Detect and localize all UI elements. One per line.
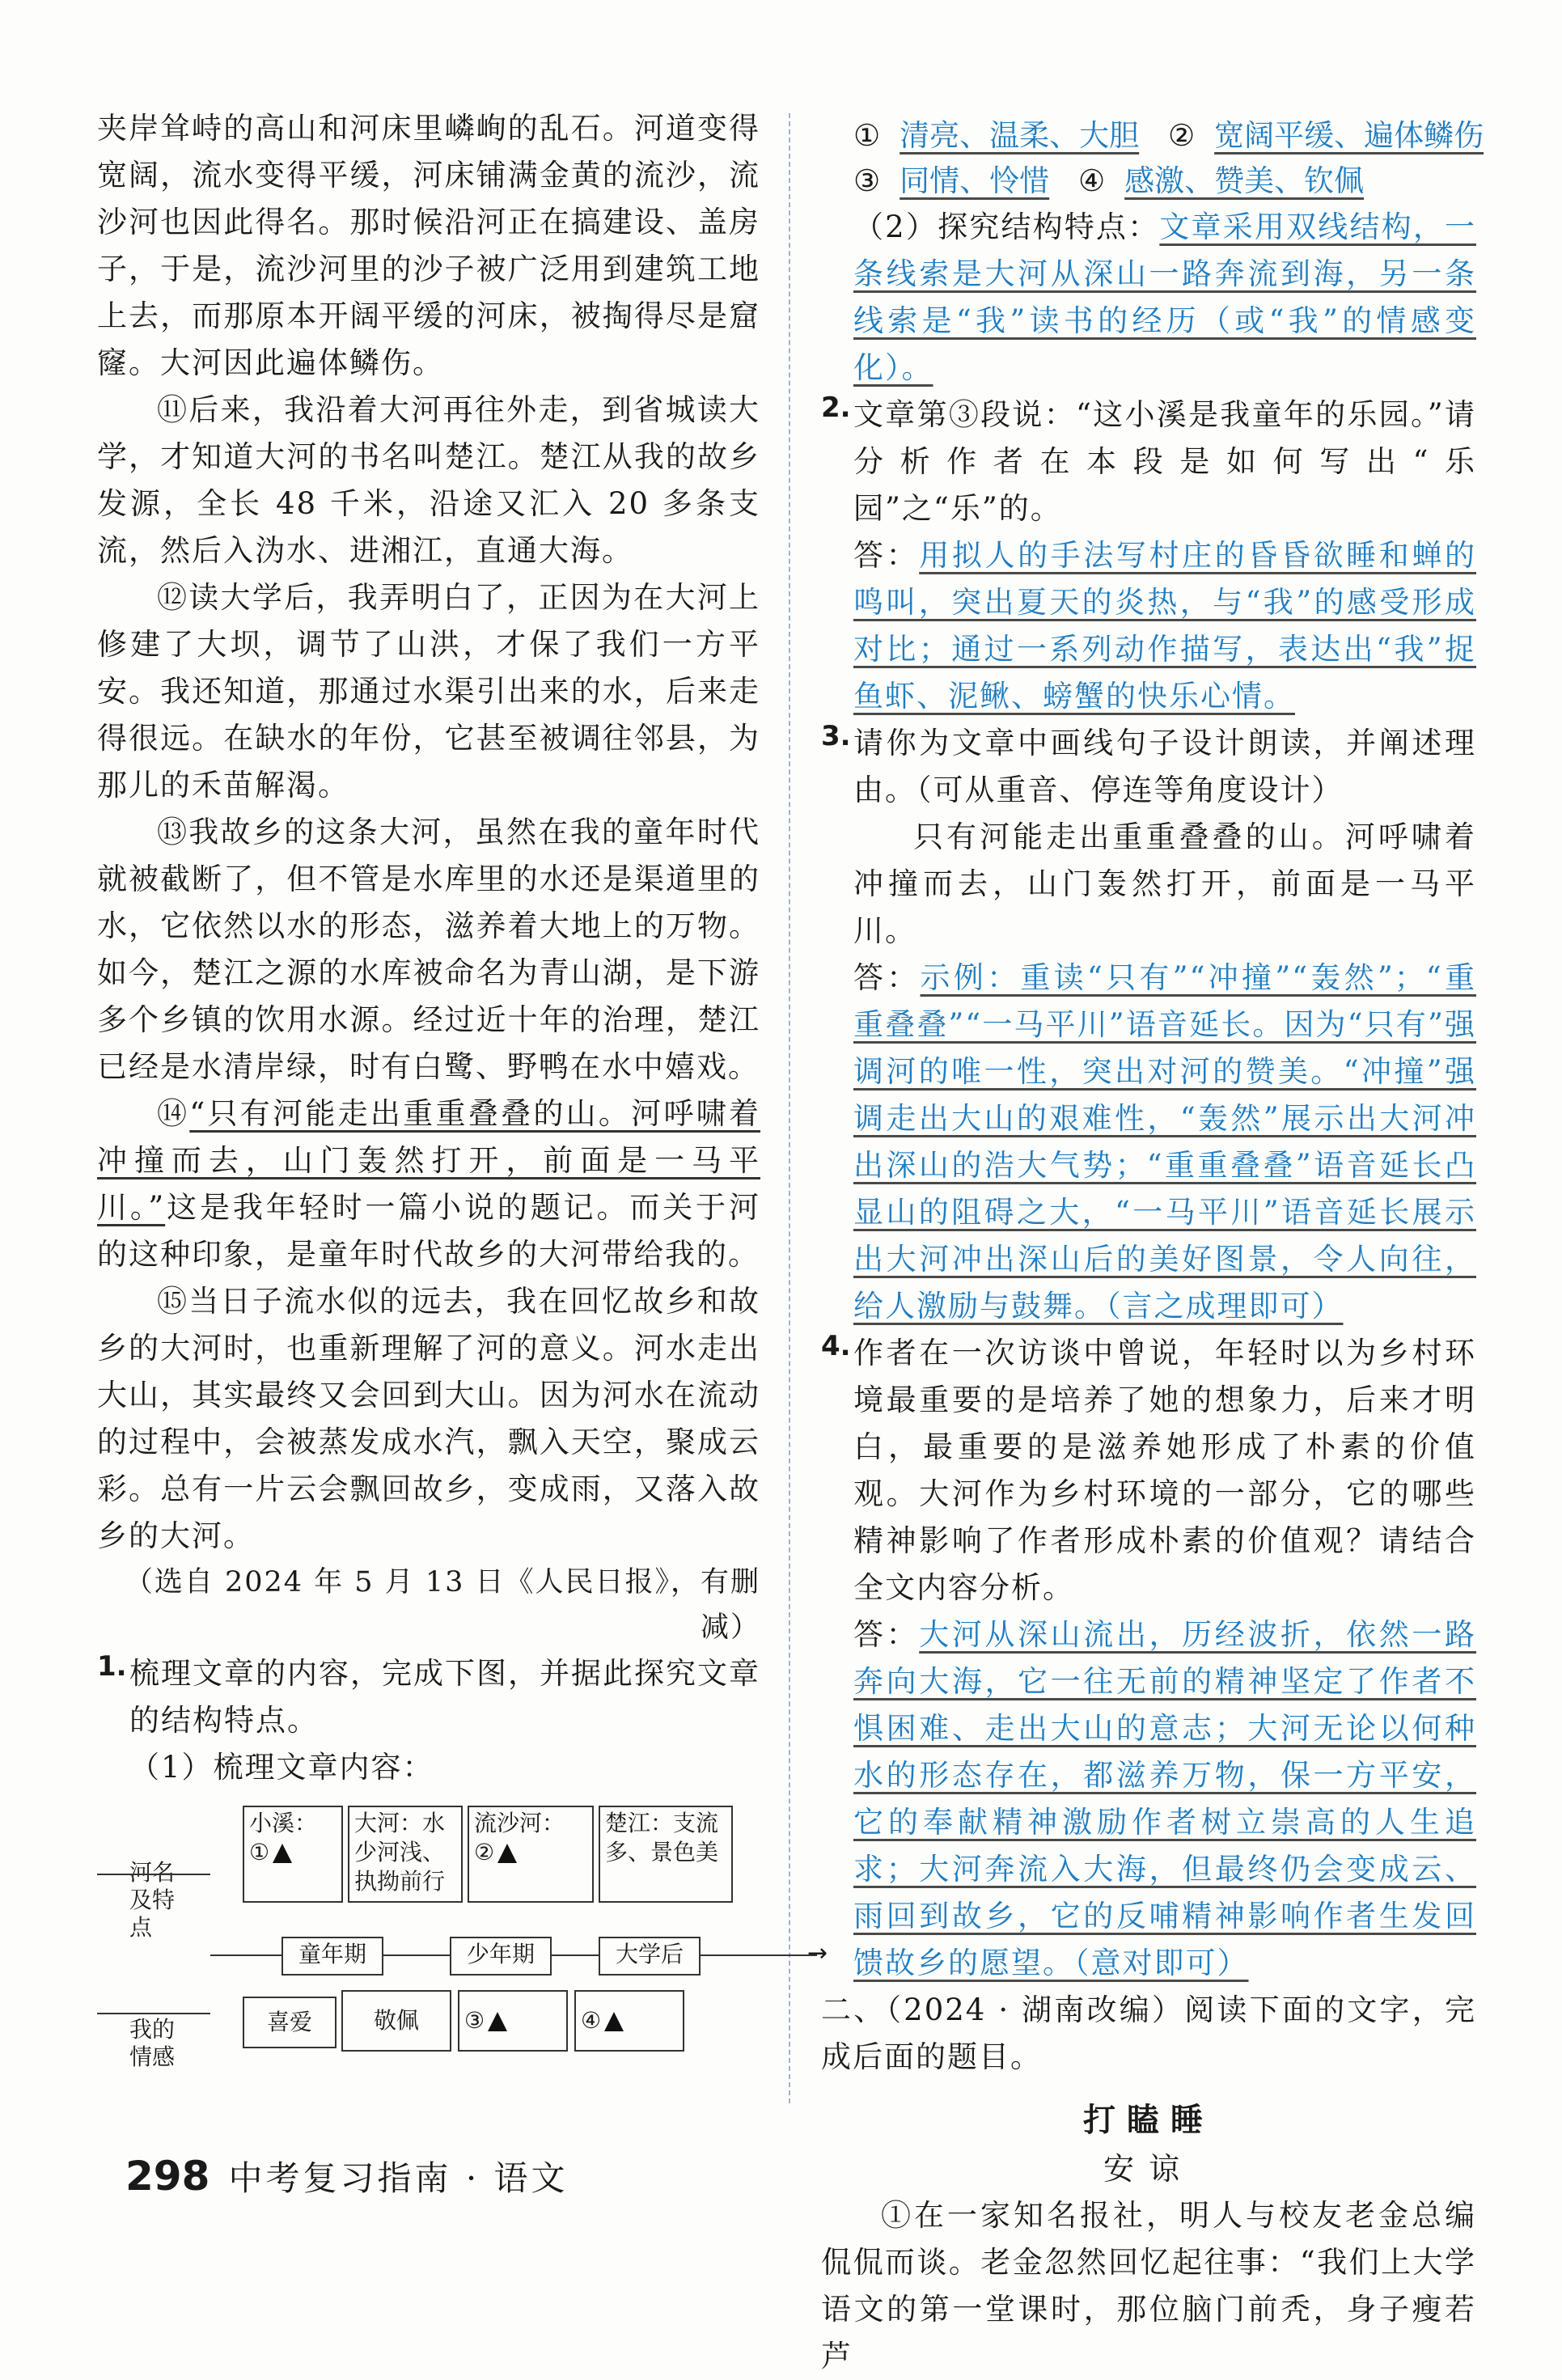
box-sand-river: 流沙河： ②	[468, 1806, 594, 1903]
stage-childhood: 童年期	[281, 1937, 383, 1976]
answer-blank-4: 感激、赞美、钦佩	[1124, 163, 1365, 198]
blank-2-number: ②	[474, 1839, 495, 1865]
paragraph-14	[97, 1090, 760, 1278]
question-1-part-2: （2）探究结构特点：文章采用双线结构，一条线索是大河从深山一路奔流到海，另一条线索是“我”读书的经历（或“我”的情感变化）。	[853, 210, 1476, 385]
question-1	[97, 1650, 760, 1744]
paragraph-12: ⑫读大学后，我弄明白了，正因为在大河上修建了大坝，调节了山洪，才保了我们一方平安。我还知道，那通过水渠引出来的水，后来走得很远。在缺水的年份，它甚至被调往邻县，为那儿的禾苗解渴。	[97, 580, 760, 803]
feeling-respect: 敬佩	[341, 1990, 451, 2052]
label-my-feelings: 我的情感	[129, 2016, 176, 2070]
column-divider	[789, 113, 790, 2103]
blank-triangle-icon	[488, 2012, 507, 2031]
paragraph-11: ⑪后来，我沿着大河再往外走，到省城读大学，才知道大河的书名叫楚江。楚江从我的故乡发源，全长 48 千米，沿途又汇入 20 多条支流，然后入沩水、进湘江，直通大海。	[97, 392, 760, 568]
question-1-part-1: （1）梳理文章内容：	[129, 1750, 434, 1785]
question-4: 4. 作者在一次访谈中曾说，年轻时以为乡村环境最重要的是培养了她的想象力，后来才明白，最重要的是滋养她形成了朴素的价值观。大河作为乡村环境的一部分，它的哪些精神影响了作者形成朴素的价值观？请结合全文内容分析。 答：大河从深山流出，历经波折，依然一路奔向大海，它一往无前的精神坚定了作者不惧困难、走出大山的意志；大河无论以何种水的形态存在，都滋养万物，保一方平安，它的奉献精神激励作者树立崇高的人生追求；大河奔流入大海，但最终仍会变成云、雨回到故乡，它的反哺精神影响作者生发回馈故乡的愿望。（意对即可）	[821, 1330, 1476, 1987]
paragraph-15: ⑮当日子流水似的远去，我在回忆故乡和故乡的大河时，也重新理解了河的意义。河水走出大山，其实最终又会回到大山。因为河水在流动的过程中，会被蒸发成水汽，飘入天空，聚成云彩。总有一片云会飘回故乡，变成雨，又落入故乡的大河。	[97, 1284, 760, 1553]
underlined-sentence: “只有河能走出重重叠叠的山。河呼啸着冲撞而去，山门轰然打开，前面是一马平川。”	[97, 1096, 761, 1225]
essay-paragraph-1: ①在一家知名报社，明人与校友老金总编侃侃而谈。老金忽然回忆起往事：“我们上大学语文的第一堂课时，那位脑门前秃，身子瘦若芦	[821, 2198, 1476, 2374]
timeline-arrowhead: →	[807, 1939, 828, 1967]
question-3-text: 请你为文章中画线句子设计朗读，并阐述理由。（可从重音、停连等角度设计）	[853, 726, 1476, 807]
paragraph-14-number: ⑭	[157, 1096, 190, 1131]
question-3-answer: 答：示例：重读“只有”“冲撞”“轰然”；“重重叠叠”“一马平川”语音延长。因为“只有”强调河的唯一性，突出对河的赞美。“冲撞”强调走出大山的艰难性，“轰然”展示出大河冲出深山的浩大气势；“重重叠叠”语音延长凸显山的阻碍之大，“一马平川”语音延长展示出大河冲出深山后的美好图景，令人向往，给人激励与鼓舞。（言之成理即可）	[853, 960, 1476, 1323]
essay-title: 打瞌睡	[1083, 2101, 1214, 2139]
feeling-blank-3: ③	[458, 1990, 568, 2052]
answer-blank-2: 宽阔平缓、遍体鳞伤	[1214, 118, 1484, 153]
blank-1-number: ①	[249, 1839, 270, 1865]
blank-triangle-icon	[273, 1844, 292, 1863]
bracket-line-top	[97, 1874, 210, 1875]
question-4-text: 作者在一次访谈中曾说，年轻时以为乡村环境最重要的是培养了她的想象力，后来才明白，最重要的是滋养她形成了朴素的价值观。大河作为乡村环境的一部分，它的哪些精神影响了作者形成朴素的价值观？请结合全文内容分析。	[853, 1336, 1476, 1605]
answer-blank-1: 清亮、温柔、大胆	[900, 118, 1140, 153]
left-column	[97, 105, 828, 2087]
source-citation: （选自 2024 年 5 月 13 日《人民日报》，有删减）	[124, 1566, 760, 1644]
page-footer	[125, 2152, 569, 2200]
box-big-river: 大河：水少河浅、执拗前行	[348, 1806, 463, 1903]
question-3-quote: 只有河能走出重重叠叠的山。河呼啸着冲撞而去，山门轰然打开，前面是一马平川。	[853, 819, 1476, 948]
question-2-answer: 答：用拟人的手法写村庄的昏昏欲睡和蝉的鸣叫，突出夏天的炎热，与“我”的感受形成对比；通过一系列动作描写，表达出“我”捉鱼虾、泥鳅、螃蟹的快乐心情。	[853, 538, 1477, 714]
paragraph-10-continued: 夹岸耸峙的高山和河床里嶙峋的乱石。河道变得宽阔，流水变得平缓，河床铺满金黄的流沙，流沙河也因此得名。那时候沿河正在搞建设、盖房子，于是，流沙河里的沙子被广泛用到建筑工地上去，而那原本开阔平缓的河床，被掏得尽是窟窿。大河因此遍体鳞伤。	[97, 111, 760, 380]
question-2-text: 文章第③段说：“这小溪是我童年的乐园。”请分析作者在本段是如何写出“乐园”之“乐”的。	[853, 397, 1476, 526]
right-column	[821, 113, 1484, 2380]
stage-university: 大学后	[599, 1937, 701, 1976]
question-4-answer: 答：大河从深山流出，历经波折，依然一路奔向大海，它一往无前的精神坚定了作者不惧困难、走出大山的意志；大河无论以何种水的形态存在，都滋养万物，保一方平安，它的奉献精神激励作者树立崇高的人生追求；大河奔流入大海，但最终仍会变成云、雨回到故乡，它的反哺精神影响作者生发回馈故乡的愿望。（意对即可）	[853, 1617, 1477, 1980]
question-1-text: 梳理文章的内容，完成下图，并据此探究文章的结构特点。	[129, 1656, 760, 1738]
answer-structure: 文章采用双线结构，一条线索是大河从深山一路奔流到海，另一条线索是“我”读书的经历（或“我”的情感变化）。	[853, 210, 1476, 385]
feeling-blank-4: ④	[574, 1990, 684, 2052]
paragraph-13: ⑬我故乡的这条大河，虽然在我的童年时代就被截断了，但不管是水库里的水还是渠道里的水，它依然以水的形态，滋养着大地上的万物。如今，楚江之源的水库被命名为青山湖，是下游多个乡镇的饮用水源。经过近十年的治理，楚江已经是水清岸绿，时有白鹭、野鸭在水中嬉戏。	[97, 815, 760, 1084]
essay-author: 安谅	[1103, 2151, 1194, 2187]
blank-triangle-icon	[497, 1844, 517, 1863]
bracket-line-bottom	[97, 2013, 210, 2014]
label-river-features: 河名及特点	[129, 1859, 176, 1941]
paragraph-14-rest: 这是我年轻时一篇小说的题记。而关于河的这种印象，是童年时代故乡的大河带给我的。	[97, 1190, 761, 1272]
answer-row-1: ① 清亮、温柔、大胆 ② 宽阔平缓、遍体鳞伤	[853, 118, 1484, 153]
question-2: 2. 文章第③段说：“这小溪是我童年的乐园。”请分析作者在本段是如何写出“乐园”之“乐”的。 答：用拟人的手法写村庄的昏昏欲睡和蝉的鸣叫，突出夏天的炎热，与“我”的感受形成对比；通过一系列动作描写，表达出“我”捉鱼虾、泥鳅、螃蟹的快乐心情。	[821, 392, 1476, 720]
box-small-creek: 小溪： ①	[243, 1806, 343, 1903]
book-title: 中考复习指南 · 语文	[228, 2158, 569, 2198]
feeling-love: 喜爱	[243, 1997, 337, 2048]
answer-blank-3: 同情、怜惜	[900, 163, 1050, 198]
page-number: 298	[125, 2153, 210, 2200]
blank-triangle-icon	[604, 2012, 624, 2031]
question-3: 3. 请你为文章中画线句子设计朗读，并阐述理由。（可从重音、停连等角度设计） 只有河能走出重重叠叠的山。河呼啸着冲撞而去，山门轰然打开，前面是一马平川。 答：示例：重读“只有”“冲撞”“轰然”；“重重叠叠”“一马平川”语音延长。因为“只有”强调河的唯一性，突出对河的赞美。“冲撞”强调走出大山的艰难性，“轰然”展示出大河冲出深山的浩大气势；“重重叠叠”语音延长凸显山的阻碍之大，“一马平川”语音延长展示出大河冲出深山后的美好图景，令人向往，给人激励与鼓舞。（言之成理即可）	[821, 720, 1476, 1330]
question-1-number: 1.	[97, 1650, 127, 1683]
box-chu-river: 楚江：支流多、景色美	[599, 1806, 733, 1903]
stage-youth: 少年期	[450, 1937, 552, 1976]
answer-row-2: ③ 同情、怜惜 ④ 感激、赞美、钦佩	[853, 163, 1365, 198]
section-2-heading: 二、（2024 · 湖南改编）阅读下面的文字，完成后面的题目。	[821, 1993, 1476, 2074]
structure-diagram	[97, 1796, 828, 2087]
